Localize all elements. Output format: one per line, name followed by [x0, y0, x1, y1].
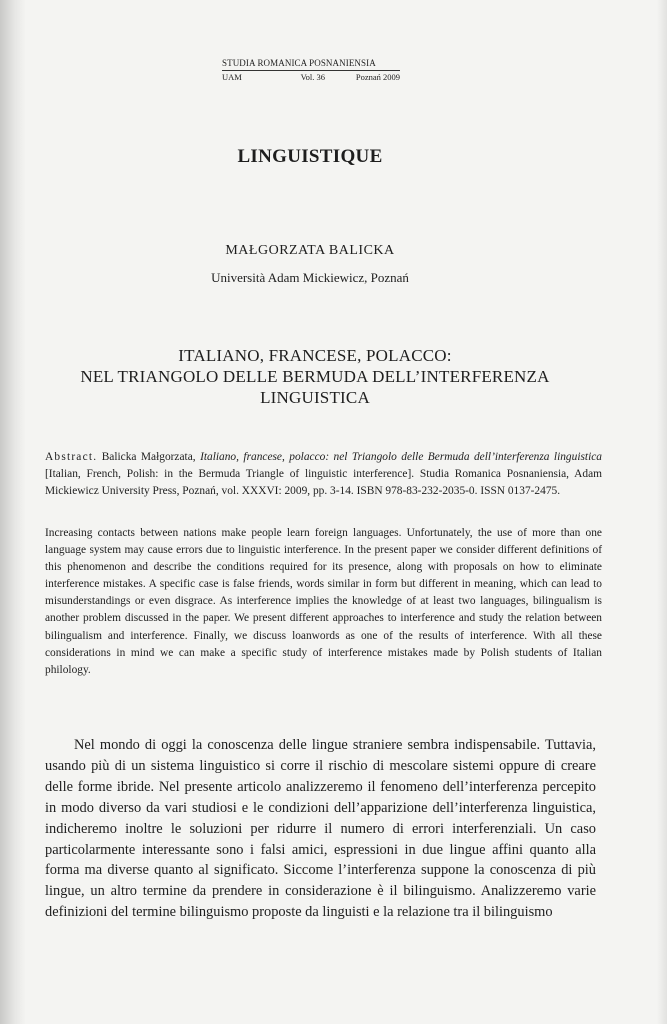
journal-info: [222, 72, 400, 83]
journal-place-year: Poznań 2009: [355, 72, 400, 82]
journal-volume: Vol. 36: [300, 72, 326, 82]
journal-header: [222, 58, 400, 83]
abstract-reference: [Italian, French, Polish: in the Bermuda Triangle of linguistic interference]. Studia Romanica Posnaniensia, Adam Mickiewicz University Press, Poznań, vol. XXXVI: 2009, pp. 3-14. ISBN 978-83-232-2035-0. ISSN 0137-2475.: [45, 468, 602, 497]
body-paragraph: Nel mondo di oggi la conoscenza delle lingue straniere sembra indispensabile. Tuttavia, usando più di un sistema linguistico si corre il rischio di mescolare sistemi oppure di creare delle forme ibride. Nel presente articolo analizzeremo il fenomeno dell’interferenza percepito in modo diverso da vari studiosi e le condizioni dell’apparizione dell’interferenza linguistica, indicheremo inoltre le soluzioni per ridurre il numero di errori interferenziali. Un caso particolarmente interessante sono i falsi amici, espressioni in due lingue affini quanto alla forma ma diverse quanto al significato. Siccome l’interferenza suppone la conoscenza di più lingue, un altro termine da prendere in considerazione è il bilinguismo. Analizzeremo varie definizioni del termine bilinguismo proposte da linguisti e la relazione tra il bilinguismo: [45, 737, 596, 921]
article-title-line-3: LINGUISTICA: [260, 388, 370, 407]
abstract-label: Abstract.: [45, 451, 98, 463]
article-title-line-2: NEL TRIANGOLO DELLE BERMUDA DELL’INTERFERENZA: [80, 367, 550, 386]
article-title-line-1: ITALIANO, FRANCESE, POLACCO:: [178, 346, 452, 365]
journal-publisher: UAM: [222, 72, 242, 82]
english-summary: Increasing contacts between nations make people learn foreign languages. Unfortunately, the use of more than one language system may cause errors due to linguistic interference. In the present paper we consider different definitions of this phenomenon and describe the conditions required for its presence, along with proposals on how to eliminate interference mistakes. A specific case is false friends, words similar in form but different in meaning, which can lead to misunderstandings or even disgrace. As interference implies the knowledge of at least two languages, bilingualism is another problem discussed in the paper. We present different approaches to interference and study the relation between bilingualism and interference. Finally, we discuss loanwords as one of the results of interference. With all these considerations in mind we can make a specific study of interference mistakes made by Polish students of Italian philology.: [45, 527, 602, 676]
section-title: LINGUISTIQUE: [237, 146, 383, 167]
abstract-article-title: Italiano, francese, polacco: nel Triangolo delle Bermuda dell’interferenza linguistica: [200, 451, 603, 463]
author-affiliation: Università Adam Mickiewicz, Poznań: [211, 270, 409, 285]
page-edge-shadow-right: [657, 0, 667, 1024]
article-title: [40, 345, 590, 408]
abstract-author: Balicka Małgorzata,: [101, 451, 196, 463]
journal-name: STUDIA ROMANICA POSNANIENSIA: [222, 58, 400, 71]
author-name: MAŁGORZATA BALICKA: [225, 243, 395, 258]
abstract-citation: [45, 449, 602, 500]
